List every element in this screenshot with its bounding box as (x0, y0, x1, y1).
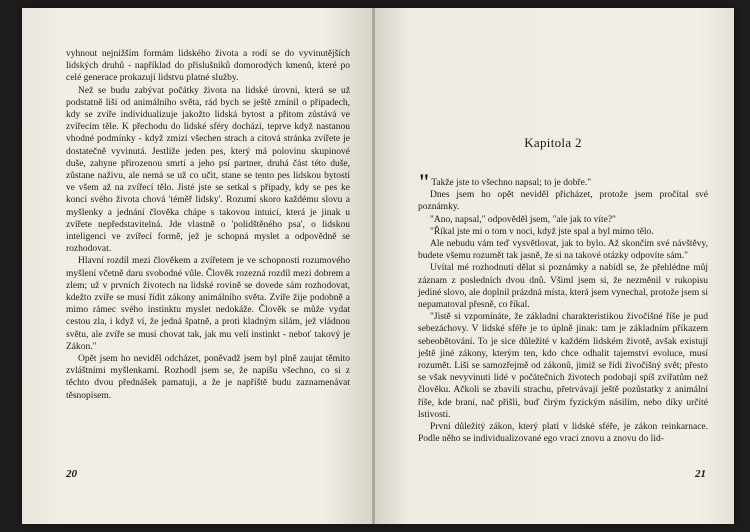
paragraph: Než se budu zabývat počátky života na lidské úrovni, která se už podstatně liší od animálního světa, rád bych se ještě zmínil o případech, kdy se zvíře individualizuje jakožto lidská bytost a přitom zůstává ve zvířecím těle. K přechodu do lidské sféry dochází, teprve když nastanou vhodné podmínky - když zmizí všechen strach a citová stránka zvířete je dostatečně vyvinutá. Jestliže jeden pes, který má polovinu skupinové duše, zahyne přirozenou smrtí a jeho psí partner, druhá část této duše, zůstane naživu, ale nemá se už co učit, stane se tento pes lidskou bytostí ve všem až na zvířecí tělo. Jisté jste se setkal s případy, kdy se pes ke konci svého života chová 'téměř lidsky'. Rozumí skoro každému slovu a myšlenky a jednání člověka chápe s takovou intuicí, která je jinak u zvířete nepředstavitelná. Jde vlastně o 'polidštěného psa', o lidskou inteligenci ve zvířecí formě, jež je schopná myslet a odpovědně se rozhodovat. (66, 85, 350, 255)
paragraph: Opět jsem ho neviděl odcházet, poněvadž jsem byl plně zaujat těmito zvláštními myšlenkami. Rozhodl jsem se, že napíšu všechno, co si z těchto dvou přednášek pamatuji, a že je napříště budu zaznamenávat těsnopisem. (66, 354, 350, 401)
paragraph (418, 169, 708, 194)
paragraph: První důležitý zákon, který platí v lidské sféře, je zákon reinkarnace. Podle něho se individualizované ego vrací znovu a znovu do lid- (418, 422, 708, 445)
paragraph: "Jistě si vzpomínáte, že základní charakteristikou živočišné říše je pud sebezáchovy. V lidské sféře je to úplně jinak: tam je základním příkazem sebeobětování. To je sice důležité v každém lidském životě, avšak existují ještě jiné zákony, kterým ten, kdo chce odhalit tajemství evoluce, musí rozumět. Liší se samozřejmě od zákonů, jimiž se řídí živočišný svět; přesto se však nevyvinutí lidé v počátečních životech podobají spíš zvířatům než člověku. Ačkoli se zbavili strachu, přetrvávají ještě pozůstatky z animální říše, kde braní, nač přišli, buď čirým fyzickým násilím, nebo díky určité lstivosti. (418, 312, 708, 420)
paragraph: Hlavní rozdíl mezi člověkem a zvířetem je ve schopnosti rozumového myšlení včetně daru svobodné vůle. Člověk rozezná rozdíl mezi dobrem a zlem; už v prvních životech na lidské rovině se dovede sám rozhodovat, kdežto zvíře se musí řídit zákony animálního světa. Zvíře žije podobně a mimo rámec svého instinktu myslet nedokáže. Člověk se může vydat cestou zla, i když ví, že jedná špatně, a proti kladným silám, jež vládnou světu, ale zvíře se musí chovat tak, jak mu velí instinkt - neboť takový je Zákon." (66, 256, 350, 352)
page-number: 21 (695, 468, 706, 480)
left-page-text (66, 48, 350, 402)
page-number: 20 (66, 468, 77, 480)
paragraph: "Říkal jste mi o tom v noci, když jste spal a byl mimo tělo. (430, 226, 654, 237)
paragraph-text: Takže jste to všechno napsal; to je dobře." (431, 178, 592, 188)
book-gutter (372, 8, 375, 524)
paragraph: Dnes jsem ho opět neviděl přicházet, protože jsem pročítal své poznámky. (418, 190, 708, 213)
paragraph: Ale nebudu vám teď vysvětlovat, jak to bylo. Až skončím své návštěvy, budete všemu rozumět tak jasně, že si na takové otázky odpovíte sám." (418, 239, 708, 262)
left-page (22, 8, 372, 524)
paragraph: "Ano, napsal," odpověděl jsem, "ale jak to víte?" (430, 214, 616, 225)
book-spread (22, 8, 734, 524)
paragraph: vyhnout nejnižším formám lidského života a rodí se do vyvinutějších lidských druhů - například do příslušníků domorodých kmenů, které po celé generace prokazují lidstvu platné služby. (66, 49, 350, 84)
paragraph: Uvítal mé rozhodnutí dělat si poznámky a nabídl se, že přehlédne můj záznam z posledních dvou dnů. Všiml jsem si, že nezměnil v rukopisu jediné slovo, ale doplnil prázdná místa, která jsem vynechal, protože jsem si nepamatoval přesně, co říkal. (418, 263, 708, 311)
right-page (372, 8, 734, 524)
chapter-title: Kapitola 2 (524, 135, 582, 150)
drop-quote: " (418, 169, 431, 194)
right-page-text (418, 169, 708, 445)
